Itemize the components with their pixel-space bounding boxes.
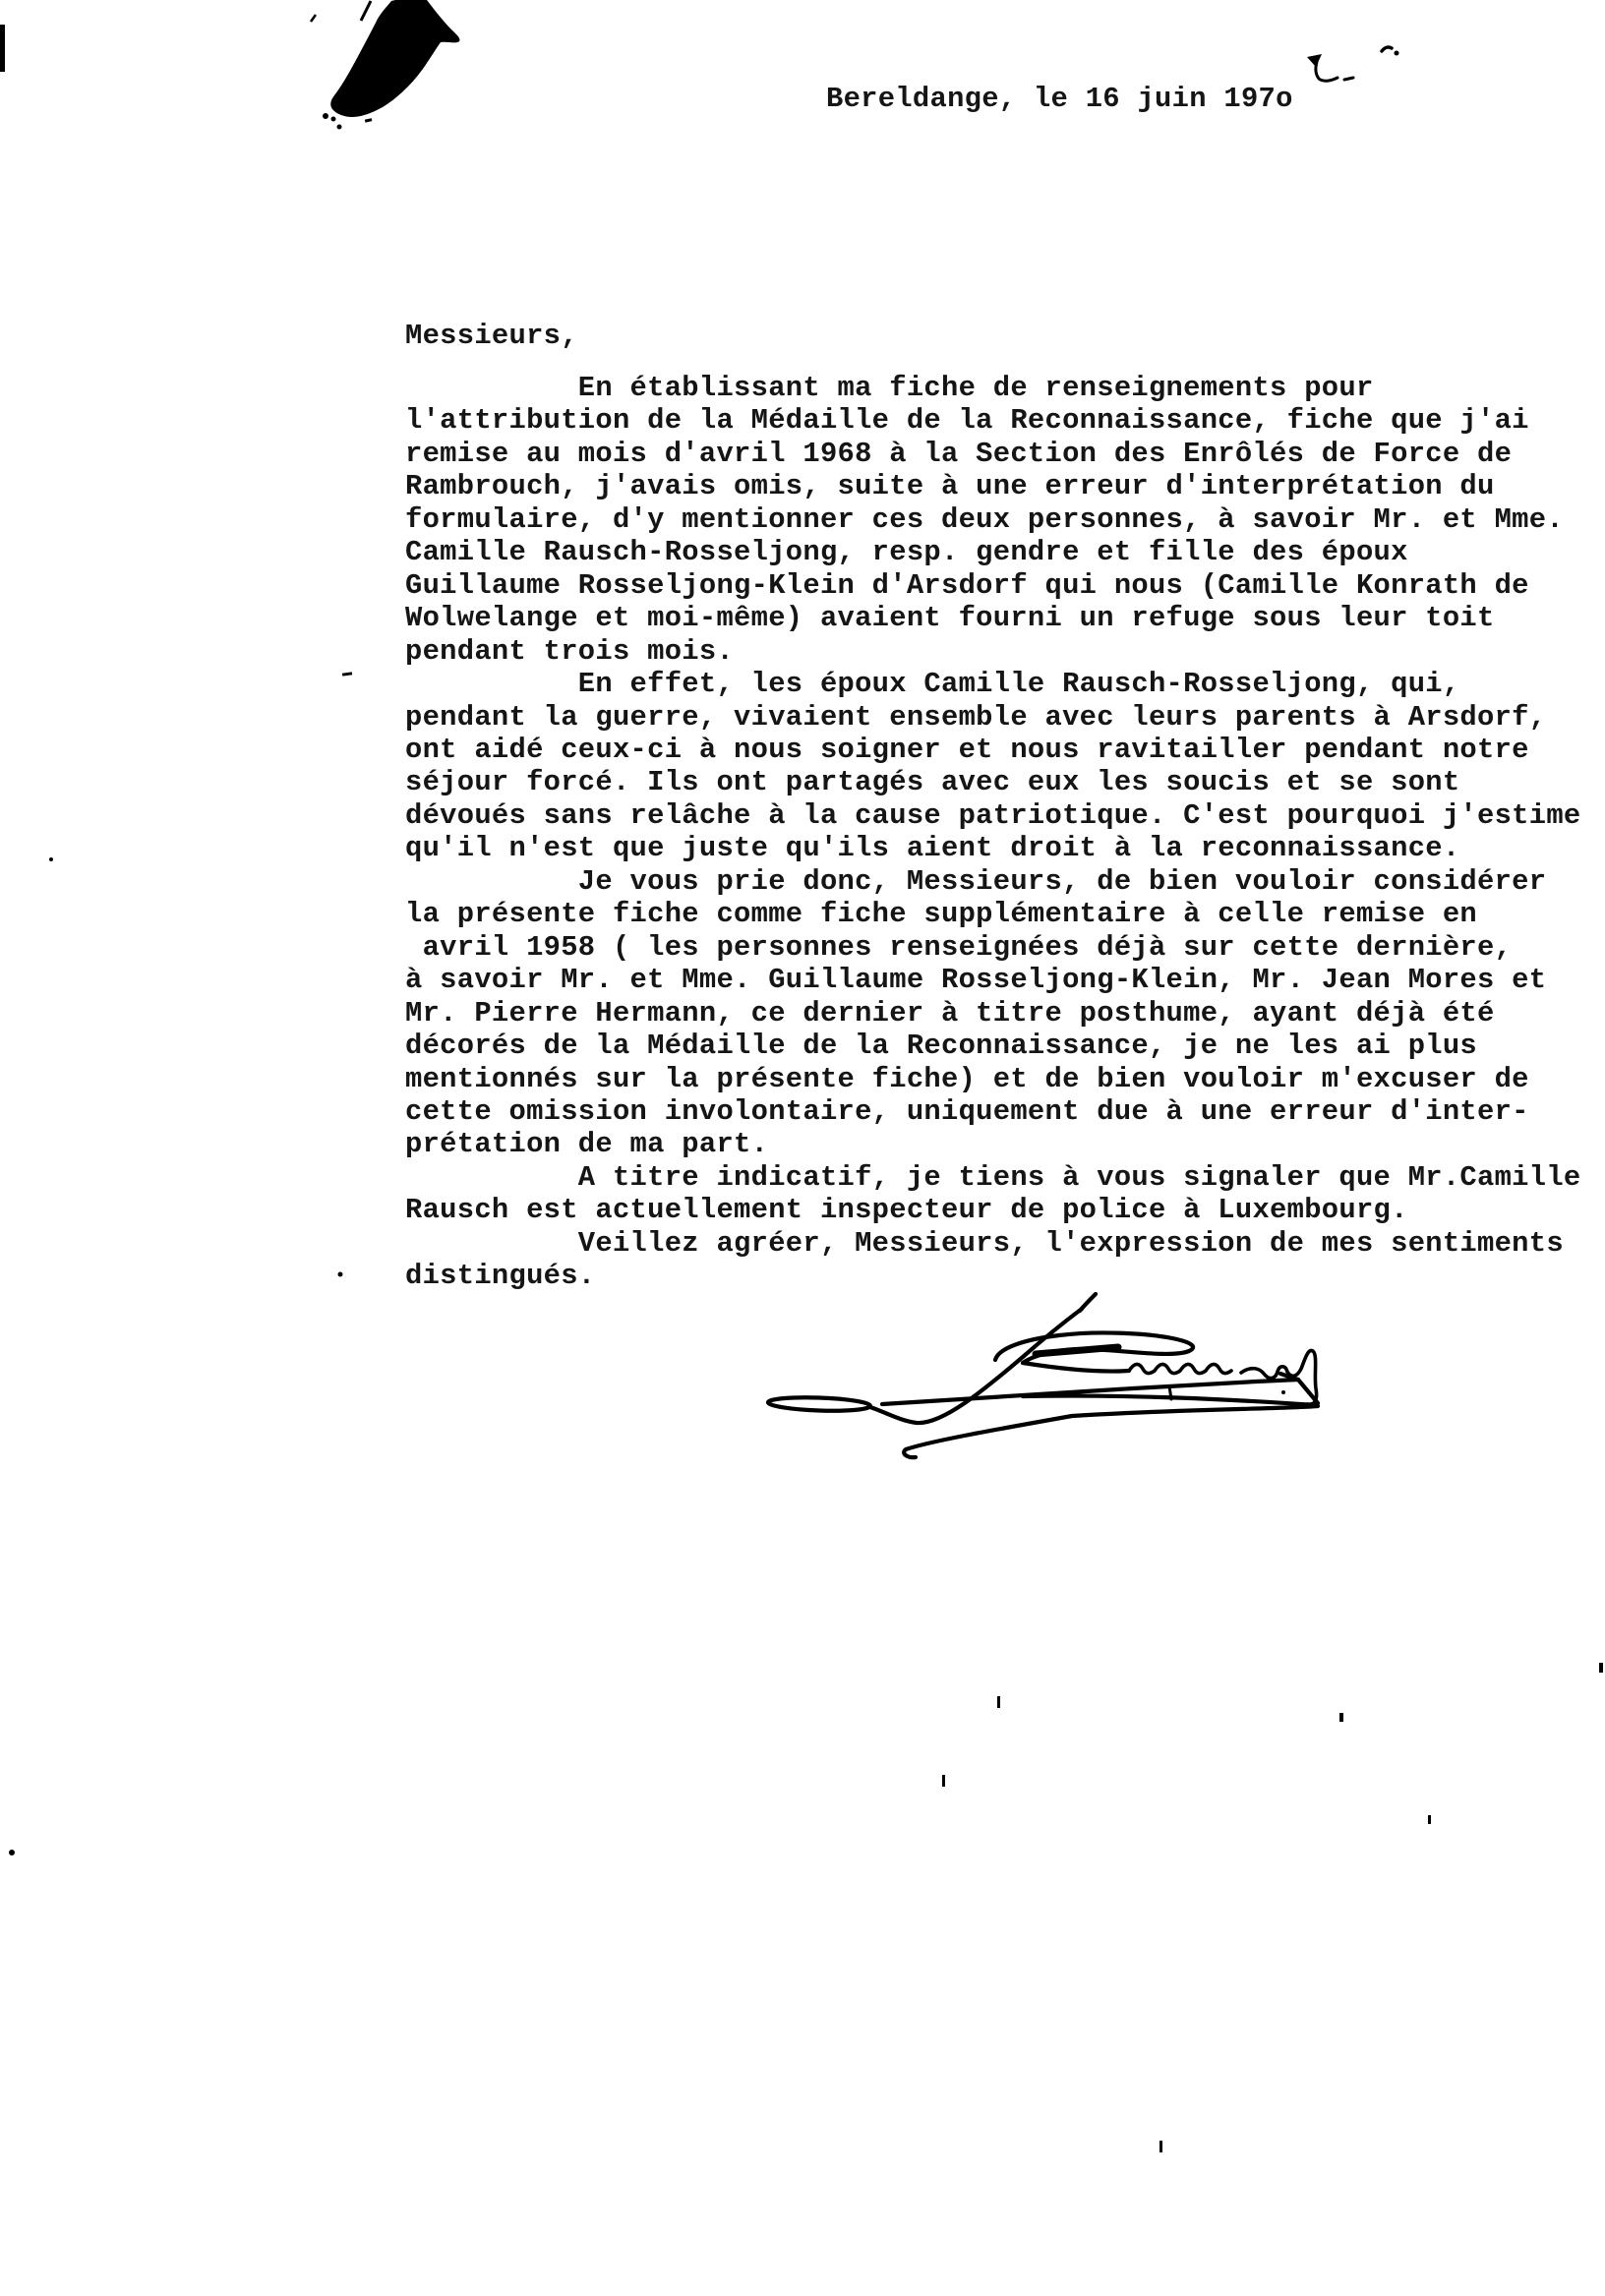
letter-line: En établissant ma fiche de renseignements pour [405, 372, 1374, 404]
letter-line: ont aidé ceux-ci à nous soigner et nous ravitailler pendant notre [405, 733, 1529, 766]
letter-line: Rausch est actuellement inspecteur de police à Luxembourg. [405, 1194, 1408, 1227]
letter-line: En effet, les époux Camille Rausch-Rosseljong, qui, [405, 668, 1460, 701]
letter-line: formulaire, d'y mentionner ces deux personnes, à savoir Mr. et Mme. [405, 502, 1564, 536]
letter-body [405, 372, 1581, 1293]
letter-line: avril 1958 ( les personnes renseignées déjà sur cette dernière, [405, 930, 1513, 964]
date-line: Bereldange, le 16 juin 197o [826, 83, 1293, 115]
letter-line: cette omission involontaire, uniquement due à une erreur d'inter- [405, 1094, 1529, 1128]
scanner-edge-bar [0, 25, 5, 72]
letter-line: qu'il n'est que juste qu'ils aient droit à la reconnaissance. [405, 832, 1460, 865]
letter-line: l'attribution de la Médaille de la Reconnaissance, fiche que j'ai [405, 404, 1529, 438]
letter-line: Mr. Pierre Hermann, ce dernier à titre posthume, ayant déjà été [405, 996, 1495, 1030]
salutation: Messieurs, [405, 320, 578, 352]
pen-stroke [361, 1, 371, 21]
letter-line: Veillez agréer, Messieurs, l'expression de mes sentiments [405, 1226, 1564, 1260]
letter-line: prétation de ma part. [405, 1128, 769, 1161]
letter-line: remise au mois d'avril 1968 à la Section des Enrôlés de Force de [405, 437, 1513, 470]
letter-line: décorés de la Médaille de la Reconnaissance, je ne les ai plus [405, 1030, 1478, 1063]
letter-line: séjour forcé. Ils ont partagés avec eux les soucis et se sont [405, 766, 1460, 799]
letter-line: dévoués sans relâche à la cause patriotique. C'est pourquoi j'estime [405, 798, 1581, 832]
letter-line: Guillaume Rosseljong-Klein d'Arsdorf qui nous (Camille Konrath de [405, 568, 1529, 602]
letter-line: à savoir Mr. et Mme. Guillaume Rosseljong-Klein, Mr. Jean Mores et [405, 964, 1547, 997]
handwritten-check-mark [1307, 47, 1399, 81]
letter-line: Je vous prie donc, Messieurs, de bien vouloir considérer [405, 864, 1547, 898]
letter-line: la présente fiche comme fiche supplémentaire à celle remise en [405, 898, 1478, 931]
letter-line: pendant trois mois. [405, 634, 735, 668]
letter-line: Wolwelange et moi-même) avaient fourni un refuge sous leur toit [405, 602, 1495, 635]
letter-line: pendant la guerre, vivaient ensemble avec leurs parents à Arsdorf, [405, 700, 1547, 734]
letter-line: mentionnés sur la présente fiche) et de bien vouloir m'excuser de [405, 1062, 1529, 1095]
ink-blot-icon [311, 0, 459, 130]
letter-line: Rambrouch, j'avais omis, suite à une erreur d'interprétation du [405, 470, 1495, 503]
letter-line: Camille Rausch-Rosseljong, resp. gendre et fille des époux [405, 536, 1408, 569]
letter-line: distingués. [405, 1260, 596, 1293]
handwritten-signature-icon [768, 1294, 1318, 1457]
letter-line: A titre indicatif, je tiens à vous signaler que Mr.Camille [405, 1160, 1581, 1194]
